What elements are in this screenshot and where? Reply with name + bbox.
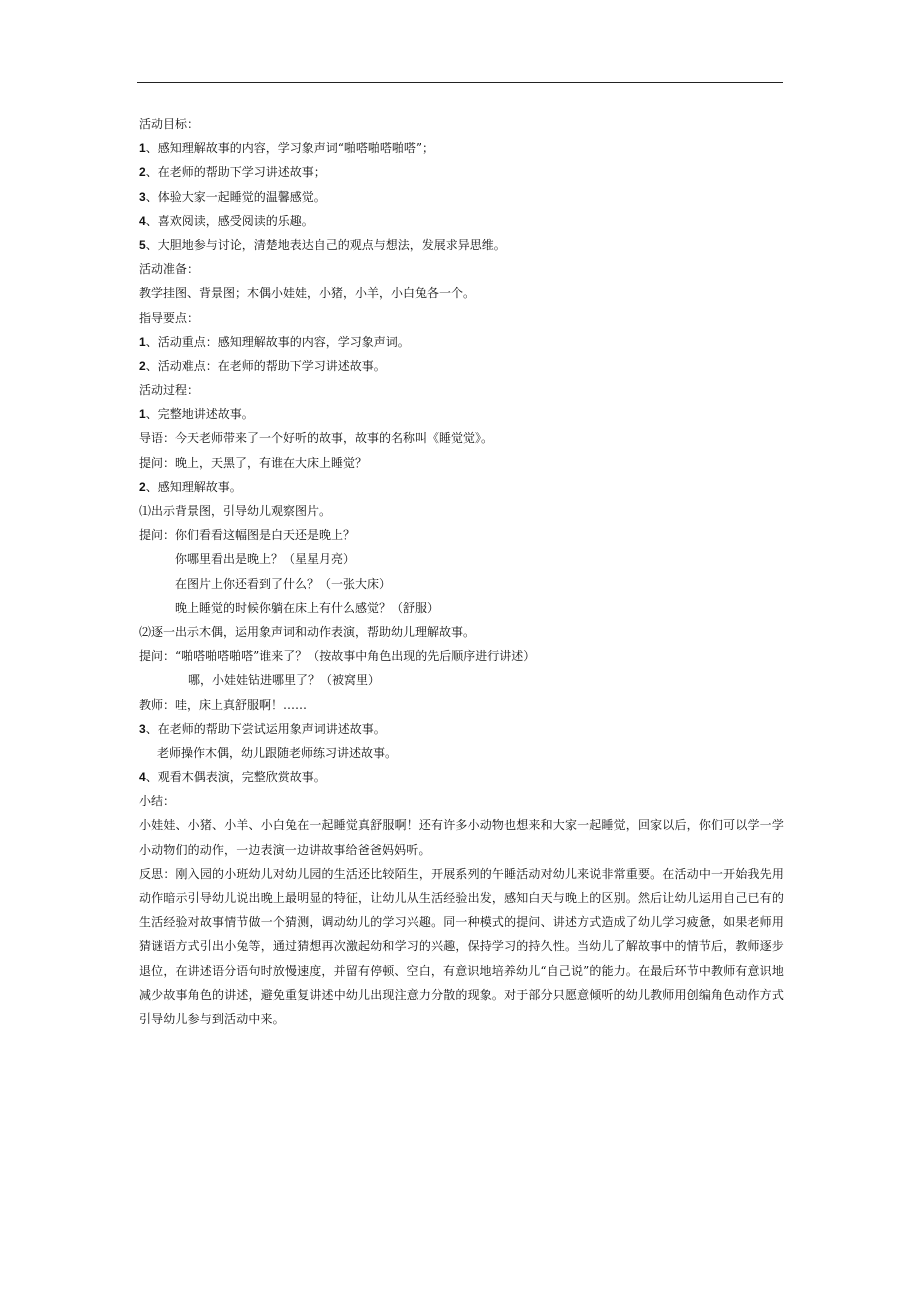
document-body	[139, 112, 784, 1031]
text-line	[139, 330, 784, 354]
line-text: 、大胆地参与讨论，清楚地表达自己的观点与想法，发展求异思维。	[145, 237, 506, 252]
list-number: 2	[139, 165, 146, 180]
text-line	[139, 112, 784, 136]
line-text: 提问：晚上，天黑了，有谁在大床上睡觉？	[139, 455, 368, 470]
text-line	[139, 789, 784, 813]
list-number: 1	[139, 141, 146, 156]
line-text: 活动目标：	[139, 117, 200, 131]
text-line	[139, 644, 784, 668]
text-line	[139, 402, 784, 426]
text-line	[139, 451, 784, 475]
line-text: 教师：哇，床上真舒服啊！……	[139, 697, 308, 712]
list-number: 2	[139, 479, 146, 494]
list-number: 5	[139, 237, 146, 252]
text-line	[139, 209, 784, 233]
line-list	[139, 112, 784, 813]
line-text: 教学挂图、背景图；木偶小娃娃，小猪，小羊，小白兔各一个。	[139, 286, 476, 301]
line-text: 、感知理解故事的内容，学习象声词“啪嗒啪嗒啪嗒”；	[145, 141, 434, 156]
line-text: 哪，小娃娃钻进哪里了？（被窝里）	[188, 673, 381, 688]
list-number: 4	[139, 213, 146, 228]
line-text: 、观看木偶表演，完整欣赏故事。	[145, 770, 326, 785]
line-text: 、在老师的帮助下学习讲述故事；	[145, 165, 326, 180]
line-text: 你哪里看出是晚上？（星星月亮）	[175, 552, 356, 567]
text-line	[139, 306, 784, 330]
header-rule	[137, 82, 783, 83]
text-line	[139, 378, 784, 402]
text-line	[139, 620, 784, 644]
line-text: 指导要点：	[139, 310, 200, 325]
line-text: 活动过程：	[139, 383, 200, 398]
text-line	[139, 717, 784, 741]
list-number: 1	[139, 407, 146, 422]
text-line	[139, 136, 784, 160]
list-number: 3	[139, 721, 146, 736]
text-line	[139, 499, 784, 523]
line-text: 、喜欢阅读，感受阅读的乐趣。	[145, 213, 314, 228]
line-text: ⑴出示背景图，引导幼儿观察图片。	[139, 504, 332, 518]
line-text: 在图片上你还看到了什么？（一张大床）	[175, 576, 392, 591]
text-line	[139, 572, 784, 596]
text-line	[139, 668, 784, 692]
text-line	[139, 765, 784, 789]
reflection-paragraph: 反思：刚入园的小班幼儿对幼儿园的生活还比较陌生，开展系列的午睡活动对幼儿来说非常重要。在活动中一开始我先用动作暗示引导幼儿说出晚上最明显的特征，让幼儿从生活经验出发，感知白天与晚上的区别。然后让幼儿运用自己已有的生活经验对故事情节做一个猜测，调动幼儿的学习兴趣。同一种模式的提问、讲述方式造成了幼儿学习疲惫，如果老师用猜谜语方式引出小兔等，通过猜想再次激起幼和学习的兴趣，保持学习的持久性。当幼儿了解故事中的情节后，教师逐步退位，在讲述语分语句时放慢速度，并留有停顿、空白，有意识地培养幼儿“自己说”的能力。在最后环节中教师有意识地减少故事角色的讲述，避免重复讲述中幼儿出现注意力分散的现象。对于部分只愿意倾听的幼儿教师用创编角色动作方式引导幼儿参与到活动中来。	[139, 866, 784, 1027]
summary-paragraph: 小娃娃、小猪、小羊、小白兔在一起睡觉真舒服啊！还有许多小动物也想来和大家一起睡觉，回家以后，你们可以学一学小动物们的动作，一边表演一边讲故事给爸爸妈妈听。	[139, 818, 784, 857]
line-text: 导语：今天老师带来了一个好听的故事，故事的名称叫《睡觉觉》。	[139, 431, 494, 446]
text-line	[139, 547, 784, 571]
text-line	[139, 233, 784, 257]
line-text: 、活动重点：感知理解故事的内容，学习象声词。	[145, 334, 410, 349]
text-line	[139, 185, 784, 209]
text-line	[139, 354, 784, 378]
text-line	[139, 257, 784, 281]
line-text: 活动准备：	[139, 262, 200, 277]
text-line	[139, 475, 784, 499]
text-line	[139, 693, 784, 717]
text-line	[139, 596, 784, 620]
line-text: 、完整地讲述故事。	[145, 407, 254, 422]
text-line	[139, 426, 784, 450]
text-line	[139, 741, 784, 765]
line-text: 晚上睡觉的时候你躺在床上有什么感觉？（舒服）	[175, 600, 440, 615]
list-number: 2	[139, 358, 146, 373]
line-text: 、感知理解故事。	[145, 479, 242, 494]
line-text: 、在老师的帮助下尝试运用象声词讲述故事。	[145, 721, 386, 736]
line-text: 老师操作木偶，幼儿跟随老师练习讲述故事。	[157, 745, 398, 760]
list-number: 1	[139, 334, 146, 349]
text-line	[139, 523, 784, 547]
list-number: 4	[139, 770, 146, 785]
line-text: ⑵逐一出示木偶，运用象声词和动作表演，帮助幼儿理解故事。	[139, 624, 476, 639]
line-text: 、活动难点：在老师的帮助下学习讲述故事。	[145, 358, 386, 373]
text-line	[139, 160, 784, 184]
list-number: 3	[139, 189, 146, 204]
text-line	[139, 281, 784, 305]
line-text: 提问：你们看看这幅图是白天还是晚上？	[139, 528, 356, 543]
line-text: 、体验大家一起睡觉的温馨感觉。	[145, 189, 326, 204]
line-text: 提问：“啪嗒啪嗒啪嗒”谁来了？（按故事中角色出现的先后顺序进行讲述）	[139, 649, 536, 664]
line-text: 小结：	[139, 794, 176, 809]
